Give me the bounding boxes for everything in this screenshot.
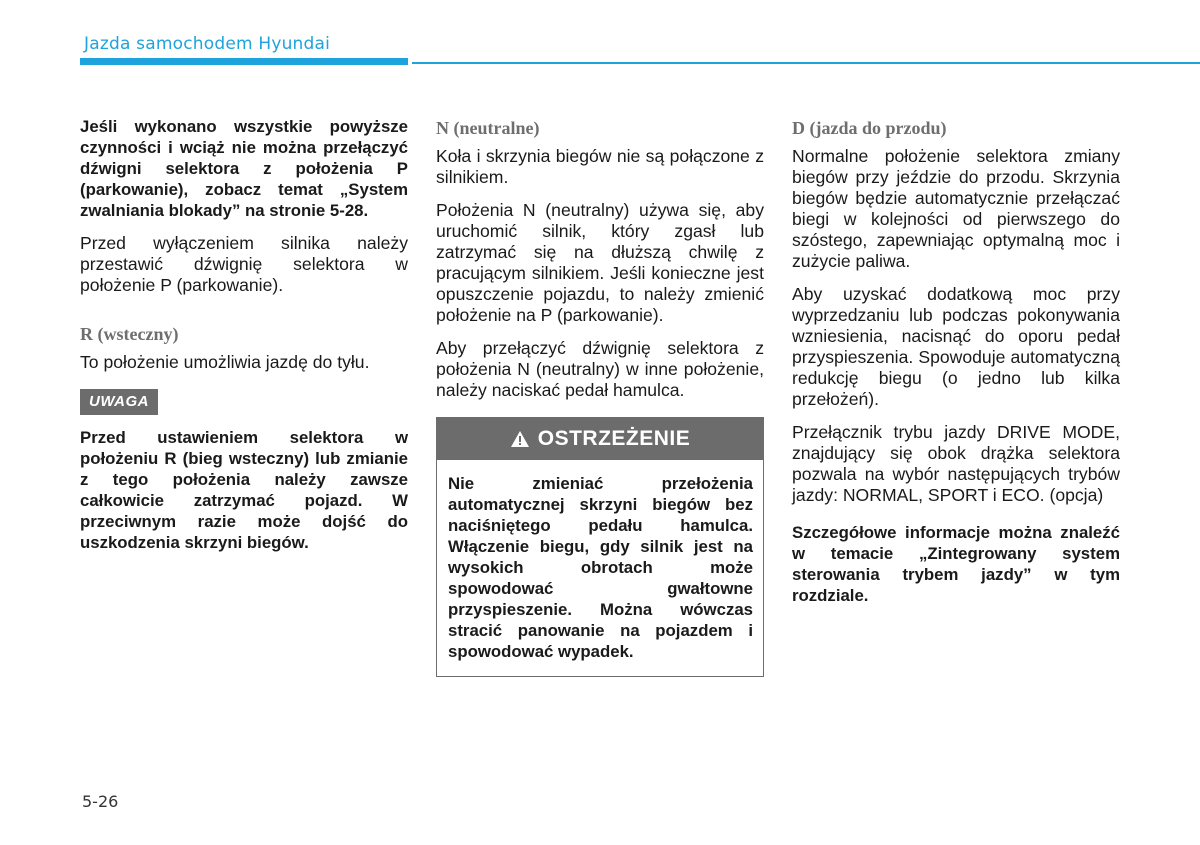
paragraph-release-info: Jeśli wykonano wszystkie powyższe czynności i wciąż nie można przełączyć dźwigni selektora z położenia P (parkowanie), zobacz temat „System zwalniania blokady” na stronie 5-28. (80, 117, 408, 220)
paragraph-neutral-1: Koła i skrzynia biegów nie są połączone z silnikiem. (436, 146, 764, 187)
warning-box (436, 417, 764, 677)
section-title: Jazda samochodem Hyundai (84, 34, 331, 54)
heading-reverse: R (wsteczny) (80, 324, 179, 344)
paragraph-drive-2: Aby uzyskać dodatkową moc przy wyprzedzaniu lub podczas pokonywania wzniesienia, nacisnąć do oporu pedał przyspieszenia. Spowoduje automatyczną redukcję biegu (o jedno lub kilka przełożeń). (792, 284, 1120, 409)
paragraph-neutral-3: Aby przełączyć dźwignię selektora z położenia N (neutralny) w inne położenie, należy naciskać pedał hamulca. (436, 338, 764, 400)
paragraph-more-info: Szczegółowe informacje można znaleźć w temacie „Zintegrowany system sterowania trybem jazdy” w tym rozdziale. (792, 523, 1120, 605)
paragraph-engine-off: Przed wyłączeniem silnika należy przestawić dźwignię selektora w położenie P (parkowanie). (80, 233, 408, 295)
warning-body (437, 460, 763, 676)
column-left (80, 116, 408, 565)
header-rule-thick (80, 58, 408, 65)
paragraph-drive-mode: Przełącznik trybu jazdy DRIVE MODE, znajdujący się obok drążka selektora pozwala na wybór następujących trybów jazdy: NORMAL, SPORT i ECO. (opcja) (792, 422, 1120, 505)
heading-neutral: N (neutralne) (436, 118, 540, 138)
paragraph-caution: Przed ustawieniem selektora w położeniu R (bieg wsteczny) lub zmianie z tego położenia należy zawsze całkowicie zatrzymać pojazd. W przeciwnym razie może dojść do uszkodzenia skrzyni biegów. (80, 428, 408, 552)
paragraph-reverse: To położenie umożliwia jazdę do tyłu. (80, 352, 370, 372)
paragraph-drive-1: Normalne położenie selektora zmiany biegów przy jeździe do przodu. Skrzynia biegów będzie automatycznie przełączać biegi w kolejności od pierwszego do szóstego, zapewniając optymalną moc i zużycie paliwa. (792, 146, 1120, 271)
column-right (792, 116, 1120, 618)
caution-label: UWAGA (80, 389, 158, 415)
page-number: 5-26 (82, 792, 119, 811)
warning-triangle-icon (510, 430, 530, 448)
column-middle (436, 116, 764, 677)
paragraph-neutral-2: Położenia N (neutralny) używa się, aby uruchomić silnik, który zgasł lub zatrzymać się na dłuższą chwilę z pracującym silnikiem. Jeśli konieczne jest opuszczenie pojazdu, to należy zmienić położenie na P (parkowanie). (436, 200, 764, 325)
warning-text: Nie zmieniać przełożenia automatycznej skrzyni biegów bez naciśniętego pedału hamulca. Włączenie biegu, gdy silnik jest na wysokich obrotach może spowodować gwałtowne przyspieszenie. Można wówczas stracić panowanie na pojazdem i spowodować wypadek. (448, 474, 753, 661)
heading-drive: D (jazda do przodu) (792, 118, 947, 138)
header-rule-thin (412, 62, 1200, 64)
warning-title: OSTRZEŻENIE (537, 427, 691, 450)
warning-header (437, 418, 763, 460)
